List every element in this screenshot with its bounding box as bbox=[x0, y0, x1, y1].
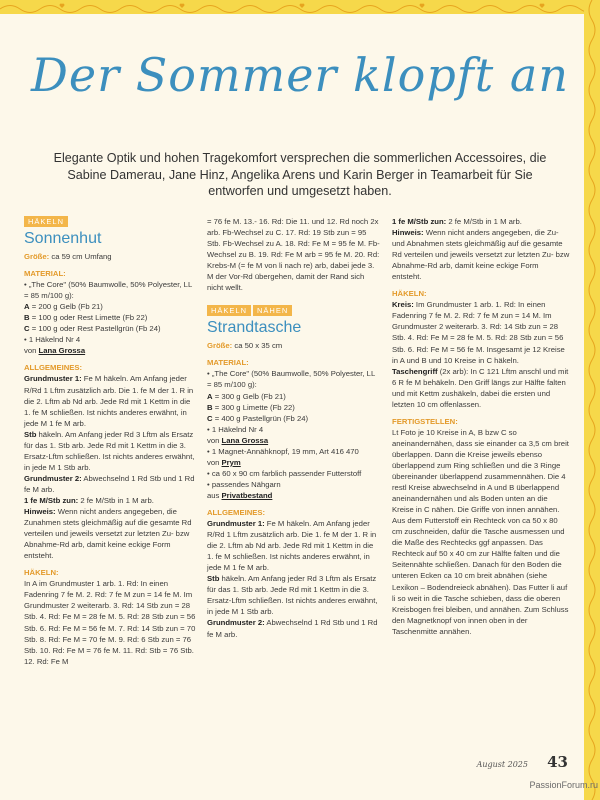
material-c-text-2: = 400 g Pastellgrün (Fb 24) bbox=[212, 413, 309, 423]
intro-text: Elegante Optik und hohen Tragekomfort versprechen die sommerlichen Accessoires, die Sabine Damerau, Jane Hinz, Angelika Arens und Karin Berger in Teamarbeit für Sie entworfen und umgesetzt haben. bbox=[53, 151, 547, 198]
column-1 bbox=[24, 216, 196, 667]
material-c-2 bbox=[207, 413, 381, 424]
material-a bbox=[24, 301, 196, 312]
gm1-label-2: Grundmuster 1: bbox=[207, 519, 265, 529]
finishing-instructions-2: Aus dem Futterstoff ein Rechteck von ca 50 x 80 cm zuschneiden, dafür die Tasche ausmessen und die Maße des Rechtecks ggf anpassen. Das Rechteck auf 50 x 40 cm zur Hälfte falten und die Seitennähte schließen. Danach für den Boden die unteren Ecken ca 10 cm breit abnähen (siehe Lexikon – Bodendreieck abnähen). Das Futter li auf li so weit in die Tasche schieben, dass die oberen Kreisbogen frei bleiben, und annähen. Zum Schluss den Magnetknopf von innen oben in der Taschenmitte annähen. bbox=[392, 516, 569, 636]
material-source-4 bbox=[207, 490, 381, 501]
finishing-heading: FERTIGSTELLEN: bbox=[392, 416, 458, 426]
tag-haekeln: HÄKELN bbox=[24, 216, 68, 227]
size-line-2 bbox=[207, 340, 381, 351]
color-key-b: B bbox=[24, 313, 30, 323]
column-3 bbox=[392, 216, 570, 637]
increase-instructions bbox=[24, 495, 196, 506]
brand-lana-grossa: Lana Grossa bbox=[38, 346, 86, 356]
top-decorative-border bbox=[0, 0, 600, 14]
color-key-a: A bbox=[24, 302, 30, 312]
color-key-c: C bbox=[24, 324, 30, 334]
material-c-text: = 100 g oder Rest Pastellgrün (Fb 24) bbox=[29, 324, 161, 334]
size-value-2: ca 50 x 35 cm bbox=[234, 341, 283, 351]
hinweis-text-2: Wenn nicht anders angegeben, die Zu- und Abnahmen stets gleichmäßig auf die gesamte Rd verteilen und jeweils versetzt zur letzten Zu- bzw Abnahme-Rd arb, damit keine eckige Form entsteht. bbox=[392, 228, 570, 282]
hinweis-label-2: Hinweis: bbox=[392, 228, 424, 238]
handle-text: (2x arb): In C 121 Lftm anschl und mit 6 R fe M behäkeln. Den Griff längs zur Hälfte falten und mit Kettm zushäkeln, dabei die ersten und letzten 10 cm offenlassen. bbox=[392, 366, 569, 409]
grundmuster-2 bbox=[24, 473, 196, 495]
brand-privatbestand: Privatbestand bbox=[221, 490, 273, 500]
increase-instructions-2 bbox=[392, 216, 570, 227]
watermark: PassionForum.ru bbox=[529, 780, 598, 790]
footer-month: August 2025 bbox=[476, 760, 528, 769]
heart-border-right bbox=[584, 0, 600, 800]
grundmuster-2-2 bbox=[207, 617, 381, 639]
material-b bbox=[24, 312, 196, 323]
size-label-2: Größe: bbox=[207, 341, 233, 351]
general-heading: ALLGEMEINES: bbox=[24, 363, 83, 373]
material-b-text: = 100 g oder Rest Limette (Fb 22) bbox=[29, 313, 148, 323]
material-b-text-2: = 300 g Limette (Fb 22) bbox=[212, 402, 295, 412]
tag-haekeln: HÄKELN bbox=[207, 305, 251, 316]
brand-lana-grossa-2: Lana Grossa bbox=[221, 435, 269, 445]
page-title: Der Sommer klopft an bbox=[31, 48, 569, 102]
grundmuster-1-2 bbox=[207, 518, 381, 573]
hinweis-text: Wenn nicht anders angegeben, die Zunahmen stets gleichmäßig auf die gesamte Rd verteilen und jeweils versetzt zur letzten Zu- bzw Abnahme-Rd arb, damit keine eckige Form entsteht. bbox=[24, 507, 192, 561]
stb-instructions bbox=[24, 429, 196, 473]
material-source-3 bbox=[207, 457, 381, 468]
stb-label: Stb bbox=[24, 429, 37, 439]
crochet-heading-2: HÄKELN: bbox=[392, 289, 427, 299]
tag-naehen: NÄHEN bbox=[253, 305, 292, 316]
kreis-instructions bbox=[392, 299, 570, 365]
von-text-2: von bbox=[207, 435, 222, 445]
crochet-heading: HÄKELN: bbox=[24, 568, 59, 578]
material-source-2 bbox=[207, 435, 381, 446]
size-label: Größe: bbox=[24, 252, 50, 261]
project-title-strandtasche: Strandtasche bbox=[207, 319, 302, 337]
von-text-3: von bbox=[207, 457, 222, 467]
project-tags-2 bbox=[207, 305, 381, 316]
column-2 bbox=[207, 216, 381, 640]
crochet-instructions: In A im Grundmuster 1 arb. 1. Rd: In einen Fadenring 7 fe M. 2. Rd: 7 fe M zun = 14 fe M. Im Grundmuster 2 weiterarb. 3. Rd: 14 Stb zun = 28 Stb. 4. Rd: Fe M = 28 fe M. 5. Rd: 28 Stb zun = 56 Stb. 6. Rd: Fe M = 56 fe M. 7. Rd: 14 Stb zun = 70 Stb. 8. Rd: Fe M = 70 fe M. 9. Rd: 6 Stb zun = 76 Stb. 10. Rd: Fe M = 76 fe M. 11. Rd: Stb = 76 Stb. 12. Rd: Fe M bbox=[24, 579, 196, 666]
page-number: 43 bbox=[547, 753, 568, 771]
size-value: ca 59 cm Umfang bbox=[51, 252, 112, 261]
material-heading-2: MATERIAL: bbox=[207, 358, 249, 368]
handle-label: Taschengriff bbox=[392, 366, 438, 376]
material-yarn: • „The Core" (50% Baumwolle, 50% Polyester, LL = 85 m/100 g): bbox=[24, 280, 192, 301]
increase-label-2: 1 fe M/Stb zun: bbox=[392, 217, 447, 226]
material-a-2 bbox=[207, 391, 381, 402]
handle-instructions bbox=[392, 366, 570, 410]
increase-text-2: 2 fe M/Stb in 1 M arb. bbox=[446, 217, 522, 226]
gm2-label: Grundmuster 2: bbox=[24, 473, 82, 483]
stb-text-2: häkeln. Am Anfang jeder Rd 3 Lftm als Ersatz für das 1. Stb arb. Jede Rd mit 1 Kettm in die 3. Ersatz-Lftm schließen. Ist nichts anderes erwähnt, in jede M 1 Stb arb. bbox=[207, 574, 378, 617]
gm2-label-2: Grundmuster 2: bbox=[207, 618, 265, 628]
brand-prym: Prym bbox=[221, 457, 241, 467]
increase-label: 1 fe M/Stb zun: bbox=[24, 495, 79, 505]
color-key-c-2: C bbox=[207, 413, 213, 423]
kreis-label: Kreis: bbox=[392, 300, 414, 310]
right-decorative-border bbox=[584, 0, 600, 800]
material-source bbox=[24, 345, 196, 356]
project-tags bbox=[24, 216, 196, 227]
gm2-text-2: Abwechselnd 1 Rd Stb und 1 Rd fe M arb. bbox=[207, 618, 378, 639]
material-magnet: • 1 Magnet-Annähknopf, 19 mm, Art 416 470 bbox=[207, 446, 359, 456]
color-key-a-2: A bbox=[207, 391, 213, 401]
material-fabric: • ca 60 x 90 cm farblich passender Futterstoff bbox=[207, 468, 362, 478]
grundmuster-1 bbox=[24, 373, 196, 428]
gm1-label: Grundmuster 1: bbox=[24, 374, 82, 384]
heart-border-top bbox=[0, 0, 600, 14]
general-heading-2: ALLGEMEINES: bbox=[207, 507, 266, 517]
stb-label-2: Stb bbox=[207, 574, 220, 584]
stb-instructions-2 bbox=[207, 573, 381, 617]
material-yarn-2: • „The Core" (50% Baumwolle, 50% Polyester, LL = 85 m/100 g): bbox=[207, 369, 375, 390]
gm1-text: Fe M häkeln. Am Anfang jeder R/Rd 1 Lftm zusätzlich arb. Die 1. fe M der 1. R in die 2. Lftm ab Nd arb. Jede Rd mit 1 Kettm in die 1. fe M schließen. Ist nichts anderes erwähnt, in jede M 1 fe M arb. bbox=[24, 374, 194, 428]
gm1-text-2: Fe M häkeln. Am Anfang jeder R/Rd 1 Lftm zusätzlich arb. Die 1. fe M der 1. R in die 2. Lftm ab Nd arb. Jede Rd mit 1 Kettm in die 1. fe M schließen. Ist nichts anderes erwähnt, in jede M 1 fe M arb. bbox=[207, 519, 377, 573]
hinweis-2 bbox=[392, 227, 570, 282]
stb-text: häkeln. Am Anfang jeder Rd 3 Lftm als Ersatz für das 1. Stb arb. Jede Rd mit 1 Kettm in die 3. Ersatz-Lftm schließen. Ist nichts anderes erwähnt, in jede M 1 Stb arb. bbox=[24, 429, 195, 472]
material-b-2 bbox=[207, 402, 381, 413]
finishing-instructions: Lt Foto je 10 Kreise in A, B bzw C so aneinandernähen, dass sie einander ca 3,5 cm breit überlappen. Dann die Kreise jeweils ebenso überlappend zum Ring schließen und die 3 Ringe übereinander überlappend zusammennähen. Die 4 restl Kreise abwechselnd in A und B überlappend aneinandernähen und als Boden unten an die Kreise in C nähen. Die Griffe von innen annähen. bbox=[392, 427, 569, 515]
color-key-b-2: B bbox=[207, 402, 213, 412]
kreis-text: Im Grundmuster 1 arb. 1. Rd: In einen Fadenring 7 fe M. 2. Rd: 7 fe M zun = 14 M. Im Grundmuster 2 weiterarb. 3. Rd: 14 Stb zun = 28 Stb. 4. Rd: Fe M = 28 fe M. 5. Rd: 28 Stb zun = 56 Stb. 6. Rd: Fe M = 56 fe M. Insgesamt je 12 Kreise in A und B und 10 Kreise in C häkeln. bbox=[392, 300, 565, 365]
increase-text: 2 fe M/Stb in 1 M arb. bbox=[78, 495, 154, 505]
material-thread: • passendes Nähgarn bbox=[207, 479, 281, 489]
size-line bbox=[24, 251, 196, 262]
aus-text: aus bbox=[207, 490, 222, 500]
material-heading: MATERIAL: bbox=[24, 269, 66, 279]
material-c bbox=[24, 323, 196, 334]
material-hook-2: • 1 Häkelnd Nr 4 bbox=[207, 424, 264, 434]
hinweis-label: Hinweis: bbox=[24, 507, 56, 517]
hinweis bbox=[24, 506, 196, 561]
sonnenhut-continued: = 76 fe M. 13.- 16. Rd: Die 11. und 12. Rd noch 2x arb. Fb-Wechsel zu C. 17. Rd: 19 Stb zun = 95 Stb. Fb-Wechsel zu A. 18. Rd: Fe M = 95 fe M. Fb-Wechsel zu B. 19. Rd: Fe M arb = 95 fe M. 20. Rd: Krebs-M (= fe M von li nach re) arb, dabei jede 3. M der Vor-Rd übergehen, damit der Rand sich nicht wellt. bbox=[207, 217, 380, 293]
material-a-text: = 200 g Gelb (Fb 21) bbox=[29, 302, 103, 312]
gm2-text: Abwechselnd 1 Rd Stb und 1 Rd fe M arb. bbox=[24, 473, 195, 494]
project-title-sonnenhut: Sonnenhut bbox=[24, 230, 102, 247]
von-text: von bbox=[24, 346, 39, 356]
material-a-text-2: = 300 g Gelb (Fb 21) bbox=[212, 391, 286, 401]
material-hook: • 1 Häkelnd Nr 4 bbox=[24, 335, 81, 345]
